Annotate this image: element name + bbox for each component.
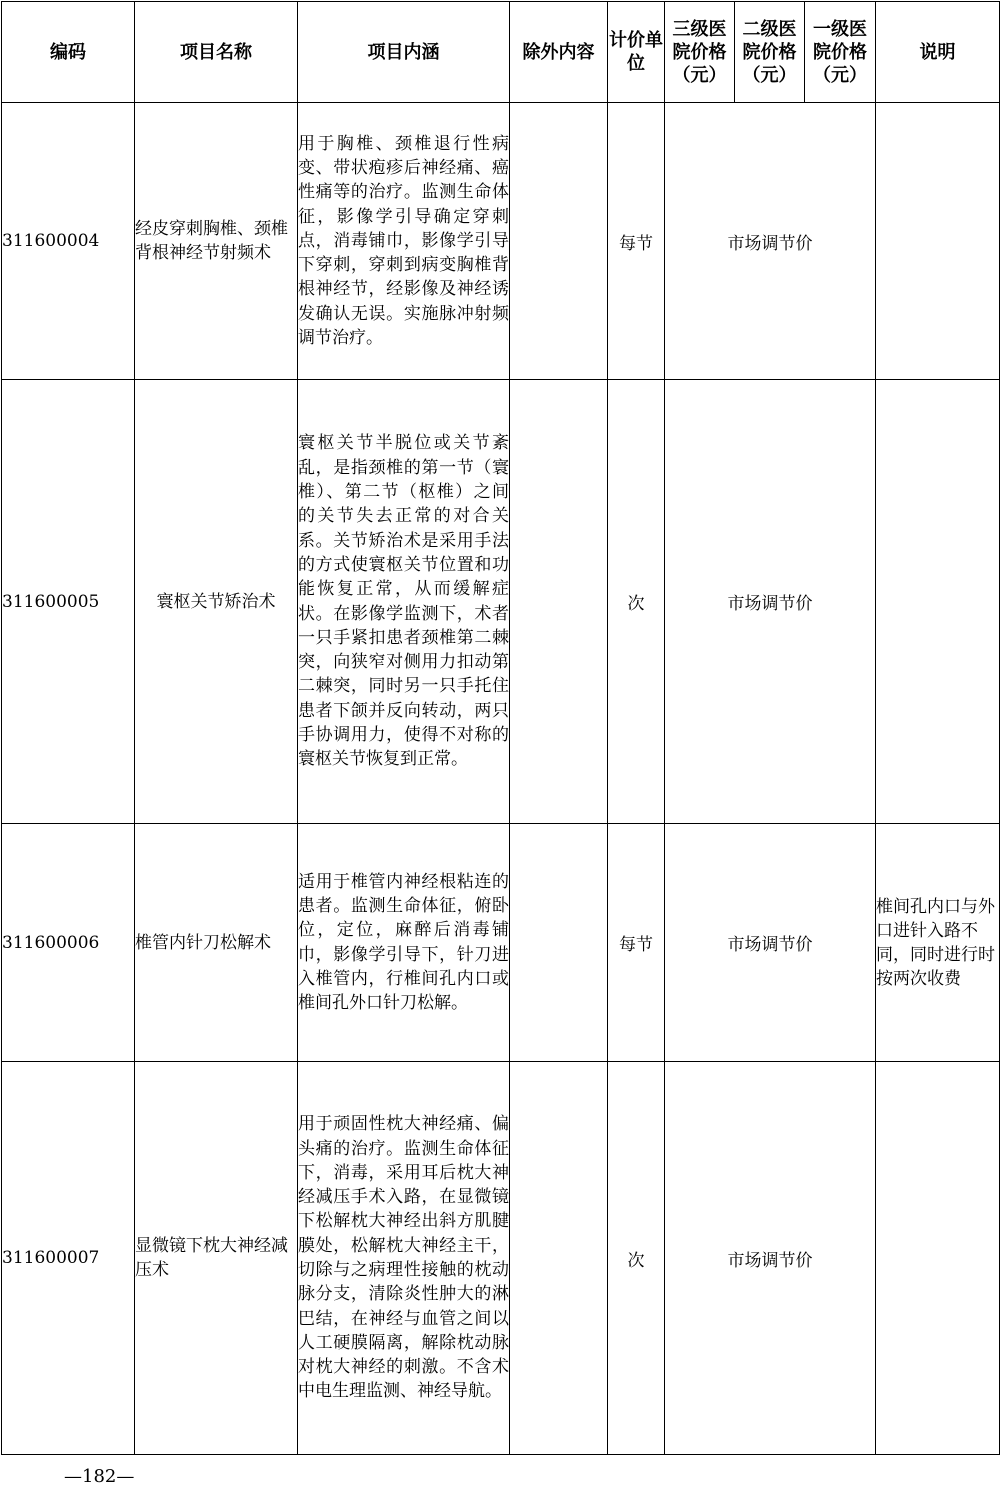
row-price: 市场调节价 <box>665 103 876 380</box>
row-content: 寰枢关节半脱位或关节紊乱，是指颈椎的第一节（寰椎）、第二节（枢椎）之间的关节失去正常的对合关系。关节矫治术是采用手法的方式使寰枢关节位置和功能恢复正常，从而缓解症状。在影像学监测下，术者一只手紧扣患者颈椎第二棘突，向狭窄对侧用力扣动第二棘突，同时另一只手托住患者下颌并反向转动，两只手协调用力，使得不对称的寰枢关节恢复到正常。 <box>298 380 510 824</box>
row-content: 用于胸椎、颈椎退行性病变、带状疱疹后神经痛、癌性痛等的治疗。监测生命体征，影像学引导确定穿刺点，消毒铺巾，影像学引导下穿刺，穿刺到病变胸椎背根神经节，经影像及神经诱发确认无误。实施脉冲射频调节治疗。 <box>298 103 510 380</box>
header-tier2-price: 二级医院价格（元） <box>735 2 805 103</box>
header-name: 项目名称 <box>135 2 298 103</box>
row-code: 311600005 <box>2 380 135 824</box>
row-exclusion <box>510 380 608 824</box>
header-exclusion: 除外内容 <box>510 2 608 103</box>
row-code: 311600004 <box>2 103 135 380</box>
row-price: 市场调节价 <box>665 1062 876 1455</box>
table-row <box>2 103 1000 380</box>
row-code: 311600006 <box>2 824 135 1062</box>
row-price: 市场调节价 <box>665 380 876 824</box>
header-note: 说明 <box>876 2 1000 103</box>
row-code: 311600007 <box>2 1062 135 1455</box>
page-number: —182— <box>64 1466 135 1487</box>
row-exclusion <box>510 103 608 380</box>
row-exclusion <box>510 824 608 1062</box>
row-price: 市场调节价 <box>665 824 876 1062</box>
header-content: 项目内涵 <box>298 2 510 103</box>
row-exclusion <box>510 1062 608 1455</box>
row-name: 寰枢关节矫治术 <box>135 380 298 824</box>
row-note <box>876 103 1000 380</box>
header-tier3-price: 三级医院价格（元） <box>665 2 735 103</box>
header-unit: 计价单位 <box>608 2 665 103</box>
row-content: 适用于椎管内神经根粘连的患者。监测生命体征，俯卧位，定位，麻醉后消毒铺巾，影像学引导下，针刀进入椎管内，行椎间孔内口或椎间孔外口针刀松解。 <box>298 824 510 1062</box>
table-row <box>2 380 1000 824</box>
row-note <box>876 1062 1000 1455</box>
row-unit: 次 <box>608 380 665 824</box>
header-code: 编码 <box>2 2 135 103</box>
row-unit: 每节 <box>608 103 665 380</box>
row-note <box>876 380 1000 824</box>
row-name: 显微镜下枕大神经减压术 <box>135 1062 298 1455</box>
price-table <box>1 1 1000 1455</box>
row-unit: 每节 <box>608 824 665 1062</box>
row-unit: 次 <box>608 1062 665 1455</box>
header-row <box>2 2 1000 103</box>
row-name: 经皮穿刺胸椎、颈椎背根神经节射频术 <box>135 103 298 380</box>
row-name: 椎管内针刀松解术 <box>135 824 298 1062</box>
row-note: 椎间孔内口与外口进针入路不同，同时进行时按两次收费 <box>876 824 1000 1062</box>
table-row <box>2 1062 1000 1455</box>
row-content: 用于顽固性枕大神经痛、偏头痛的治疗。监测生命体征下，消毒，采用耳后枕大神经减压手术入路，在显微镜下松解枕大神经出斜方肌腱膜处，松解枕大神经主干，切除与之病理性接触的枕动脉分支，清除炎性肿大的淋巴结，在神经与血管之间以人工硬膜隔离，解除枕动脉对枕大神经的刺激。不含术中电生理监测、神经导航。 <box>298 1062 510 1455</box>
table-row <box>2 824 1000 1062</box>
header-tier1-price: 一级医院价格（元） <box>805 2 876 103</box>
